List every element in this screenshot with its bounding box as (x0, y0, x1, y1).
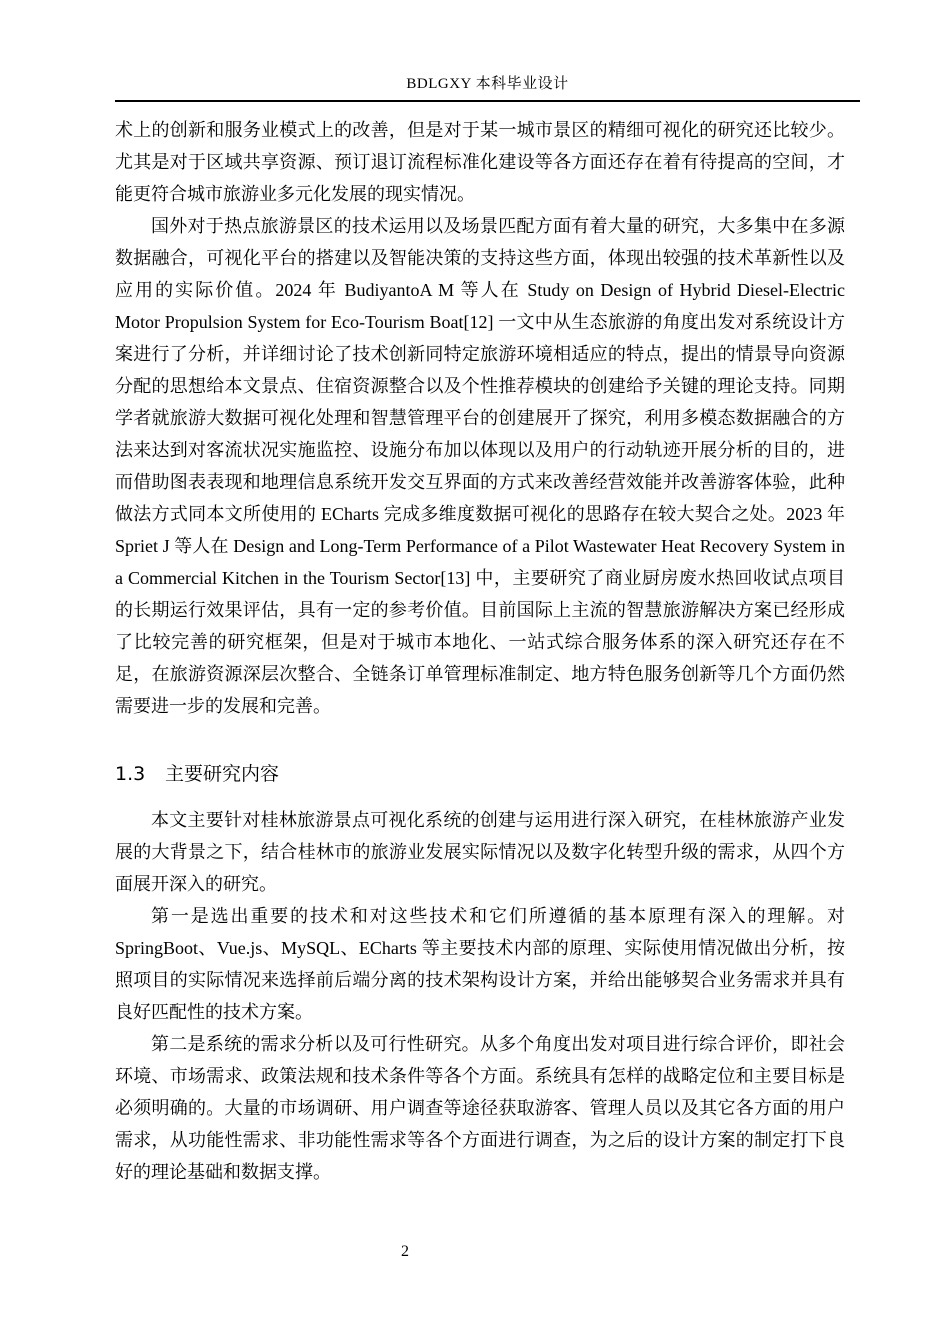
page-number: 2 (401, 1243, 409, 1260)
paragraph-research-overview: 本文主要针对桂林旅游景点可视化系统的创建与运用进行深入研究，在桂林旅游产业发展的大背景之下，结合桂林市的旅游业发展实际情况以及数字化转型升级的需求，从四个方面展开深入的研究。 (115, 810, 845, 894)
document-body (115, 114, 845, 1188)
header-rule (115, 100, 860, 102)
running-header: BDLGXY 本科毕业设计 (406, 76, 569, 92)
section-heading (115, 756, 845, 792)
paragraph-research-item-2: 第二是系统的需求分析以及可行性研究。从多个角度出发对项目进行综合评价，即社会环境、市场需求、政策法规和技术条件等各个方面。系统具有怎样的战略定位和主要目标是必须明确的。大量的市场调研、用户调查等途径获取游客、管理人员以及其它各方面的用户需求，从功能性需求、非功能性需求等各个方面进行调查，为之后的设计方案的制定打下良好的理论基础和数据支撑。 (115, 1034, 845, 1182)
paragraph-continuation: 术上的创新和服务业模式上的改善，但是对于某一城市景区的精细可视化的研究还比较少。尤其是对于区域共享资源、预订退订流程标准化建设等各方面还存在着有待提高的空间，才能更符合城市旅游业多元化发展的现实情况。 (115, 120, 845, 204)
section-title: 主要研究内容 (165, 763, 280, 785)
paragraph-foreign-research: 国外对于热点旅游景区的技术运用以及场景匹配方面有着大量的研究，大多集中在多源数据融合，可视化平台的搭建以及智能决策的支持这些方面，体现出较强的技术革新性以及应用的实际价值。2024 年 BudiyantoA M 等人在 Study on Design of Hybrid Diesel-Electric Motor Propulsion System for Eco-Tourism Boat[12] 一文中从生态旅游的角度出发对系统设计方案进行了分析，并详细讨论了技术创新同特定旅游环境相适应的特点，提出的情景导向资源分配的思想给本文景点、住宿资源整合以及个性推荐模块的创建给予关键的理论支持。同期学者就旅游大数据可视化处理和智慧管理平台的创建展开了探究，利用多模态数据融合的方法来达到对客流状况实施监控、设施分布加以体现以及用户的行动轨迹开展分析的目的，进而借助图表表现和地理信息系统开发交互界面的方式来改善经营效能并改善游客体验，此种做法方式同本文所使用的 ECharts 完成多维度数据可视化的思路存在较大契合之处。2023 年 Spriet J 等人在 Design and Long-Term Performance of a Pilot Wastewater Heat Recovery System in a Commercial Kitchen in the Tourism Sector[13] 中，主要研究了商业厨房废水热回收试点项目的长期运行效果评估，具有一定的参考价值。目前国际上主流的智慧旅游解决方案已经形成了比较完善的研究框架，但是对于城市本地化、一站式综合服务体系的深入研究还存在不足，在旅游资源深层次整合、全链条订单管理标准制定、地方特色服务创新等几个方面仍然需要进一步的发展和完善。 (115, 216, 845, 716)
paragraph-research-item-1: 第一是选出重要的技术和对这些技术和它们所遵循的基本原理有深入的理解。对 SpringBoot、Vue.js、MySQL、ECharts 等主要技术内部的原理、实际使用情况做出分析，按照项目的实际情况来选择前后端分离的技术架构设计方案，并给出能够契合业务需求并具有良好匹配性的技术方案。 (115, 906, 845, 1022)
section-number: 1.3 (115, 763, 146, 785)
